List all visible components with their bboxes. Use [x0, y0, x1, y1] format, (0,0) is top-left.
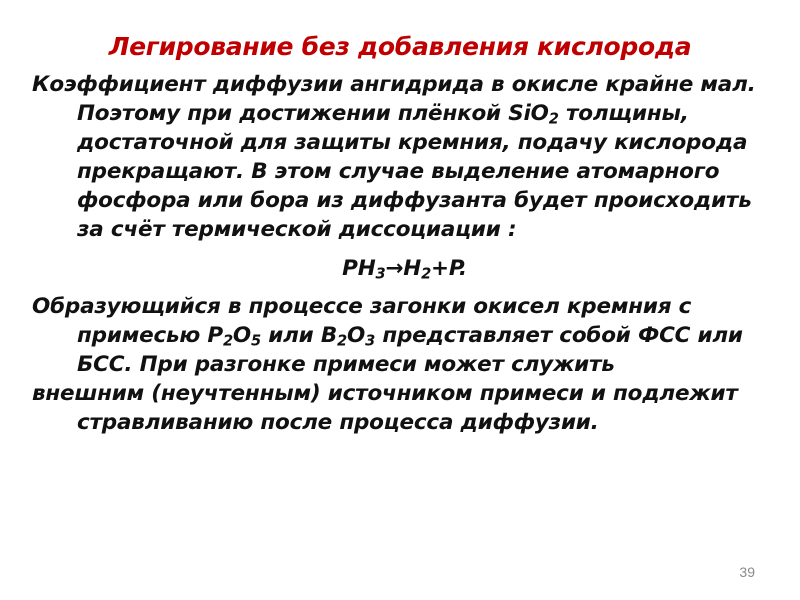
reaction-formula — [32, 254, 777, 283]
slide-page-number: 39 — [739, 564, 755, 580]
p2-subscript-4: 3 — [365, 332, 376, 350]
slide-title: Легирование без добавления кислорода — [108, 32, 692, 61]
p2-text-b: O — [232, 323, 251, 348]
formula-part-c: +P. — [431, 256, 467, 281]
formula-subscript-2: 2 — [421, 265, 432, 283]
paragraph-oxide-formation — [32, 292, 777, 379]
p2-text-c: или B — [260, 323, 338, 348]
p1-text-b: толщины, достаточной для защиты кремния, подачу кислорода прекращают. В этом случае выделение атомарного фосфора или бора из диффузанта будет происходить за счёт термической диссоциации : — [77, 101, 752, 242]
formula-subscript-1: 3 — [375, 265, 386, 283]
slide-body — [32, 70, 777, 437]
p2-subscript-3: 2 — [337, 332, 347, 350]
p2-text-a: Образующийся в процессе загонки окисел кремния с примесью P — [32, 294, 692, 348]
p2-text-e: представляет собой ФСС или БСС. При разгонке примеси может служить — [77, 323, 743, 377]
p1-subscript-1: 2 — [548, 110, 559, 128]
paragraph-external-source: внешним (неучтенным) источником примеси и подлежит стравливанию после процесса диффузии. — [32, 381, 738, 435]
p2-subscript-1: 2 — [222, 332, 233, 350]
p2-subscript-2: 5 — [251, 332, 261, 350]
p2-text-d: O — [346, 323, 366, 348]
paragraph-diffusion-coefficient — [32, 70, 777, 244]
formula-part-a: PH — [342, 256, 376, 281]
formula-part-b: →H — [385, 256, 422, 281]
p1-text-a: Коэффициент диффузии ангидрида в окисле крайне мал. Поэтому при достижении плёнкой SiO — [32, 72, 756, 126]
